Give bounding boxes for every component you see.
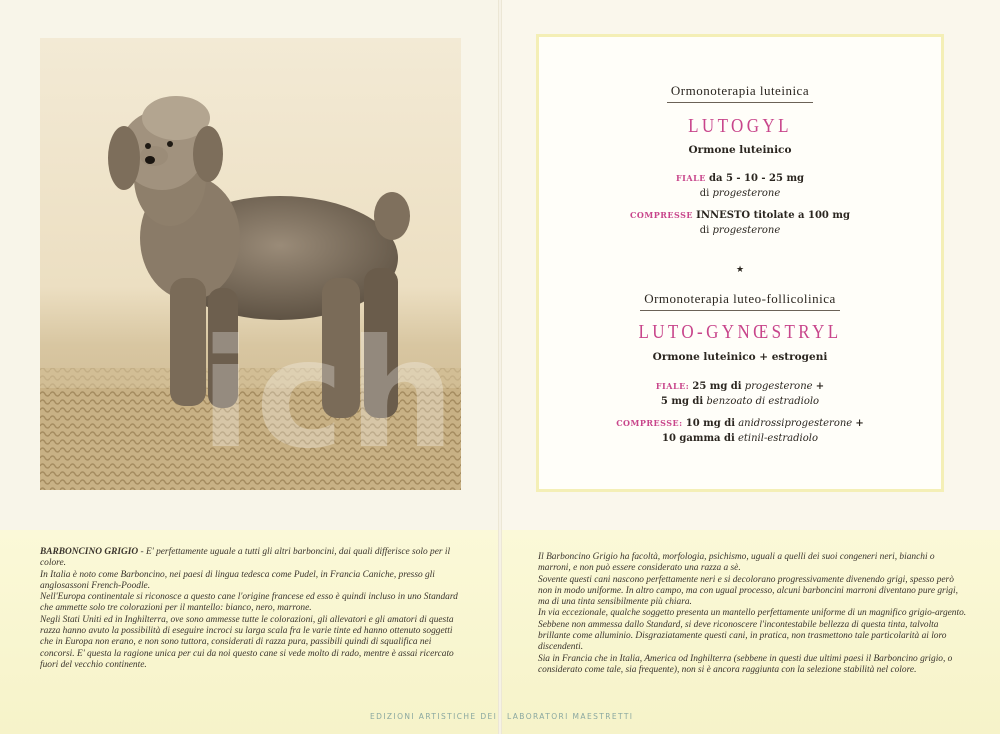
poodle-photo — [40, 38, 461, 490]
footer-publisher-left: EDIZIONI ARTISTICHE DEI — [370, 712, 498, 721]
paragraph-7: In via eccezionale, qualche soggetto presenta un mantello perfettamente uniforme di un magnifico grigio-argento. Sebbene non ammessa dallo Standard, si deve riconoscere l'incontestabile bellezza di questa tinta, talvolta brillante come alluminio. Disgraziatamente questi cani, in pratica, non trasmettono tale particolarità ai loro discendenti. — [538, 608, 967, 653]
product-subtitle-1: Ormone luteinico — [688, 144, 792, 156]
paragraph-8: Sia in Francia che in Italia, America od Inghilterra (sebbene in questi due ultimi paesi il Barboncino grigio, o considerato come tale, sia frequente), non si è ancora raggiunta con la selezione stabilità nel colore. — [538, 653, 953, 675]
breed-description-right — [538, 552, 968, 676]
watermark: ich — [200, 308, 460, 482]
section-heading-luteo-follicolinica: Ormonoterapia luteo-follicolinica — [539, 291, 941, 311]
paragraph-5: Il Barboncino Grigio ha facoltà, morfologia, psichismo, uguali a quelli dei suoi congeneri neri, bianchi o marroni, e non può essere considerato una razza a sè. — [538, 552, 935, 574]
page-fold — [498, 0, 502, 734]
product-info-box — [536, 34, 944, 492]
paragraph-4: Negli Stati Uniti ed in Inghilterra, ove sono ammesse tutte le colorazioni, gli allevatori e gli amatori di questa razza hanno avuto la possibilità di eseguire incroci su larga scala fra le varie tinte ed hanno ottenuto soggetti che in Europa non erano, e non sono tuttora, considerati di razza pura, passibili quindi di squalifica nei concorsi. E' questa la ragione unica per cui da noi questo cane si vede molto di rado, mentre è assai ricercato fuori del vecchio continente. — [40, 614, 454, 670]
star-separator: ★ — [735, 265, 745, 275]
paragraph-6: Sovente questi cani nascono perfettamente neri e si decolorano progressivamente divenendo grigi, spesso però non in modo uniforme. In altro campo, ma con ugual processo, alcuni barboncini marroni diventano pure grigi, ma di una tinta sensibilmente più chiara. — [538, 574, 958, 608]
dosage-line-4: di progesterone — [699, 225, 781, 236]
paragraph-1: BARBONCINO GRIGIO - E' perfettamente uguale a tutti gli altri barboncini, dai quali differisce solo per il colore. — [40, 547, 451, 569]
breed-title: BARBONCINO GRIGIO — [40, 547, 139, 557]
paragraph-3: Nell'Europa continentale si riconosce a questo cane l'origine francese ed esso è quindi incluso in uno Standard che ammette solo tre colorazioni per il mantello: bianco, nero, marrone. — [40, 592, 458, 614]
dosage-line-5: FIALE: 25 mg di progesterone + — [655, 381, 825, 392]
dosage-line-7: COMPRESSE: 10 mg di anidrossiprogesterone + — [616, 418, 864, 429]
dosage-line-6: 5 mg di benzoato di estradiolo — [660, 396, 820, 407]
dosage-line-1: FIALE da 5 - 10 - 25 mg — [675, 173, 805, 184]
paragraph-2: In Italia è noto come Barboncino, nei paesi di lingua tedesca come Pudel, in Francia Caniche, presso gli anglosassoni French-Poodle. — [40, 569, 435, 591]
product-subtitle-2: Ormone luteinico + estrogeni — [652, 351, 828, 363]
footer-publisher-right: LABORATORI MAESTRETTI — [507, 712, 634, 721]
dosage-line-2: di progesterone — [699, 188, 781, 199]
product-name-luto-gynoestryl: LUTO-GYNŒSTRYL — [638, 321, 842, 343]
dosage-line-3: COMPRESSE INNESTO titolate a 100 mg — [630, 210, 850, 221]
dosage-line-8: 10 gamma di etinil-estradiolo — [662, 433, 818, 444]
section-heading-luteinica: Ormonoterapia luteinica — [539, 83, 941, 103]
product-name-lutogyl: LUTOGYL — [688, 115, 792, 137]
breed-description-left — [40, 547, 460, 671]
